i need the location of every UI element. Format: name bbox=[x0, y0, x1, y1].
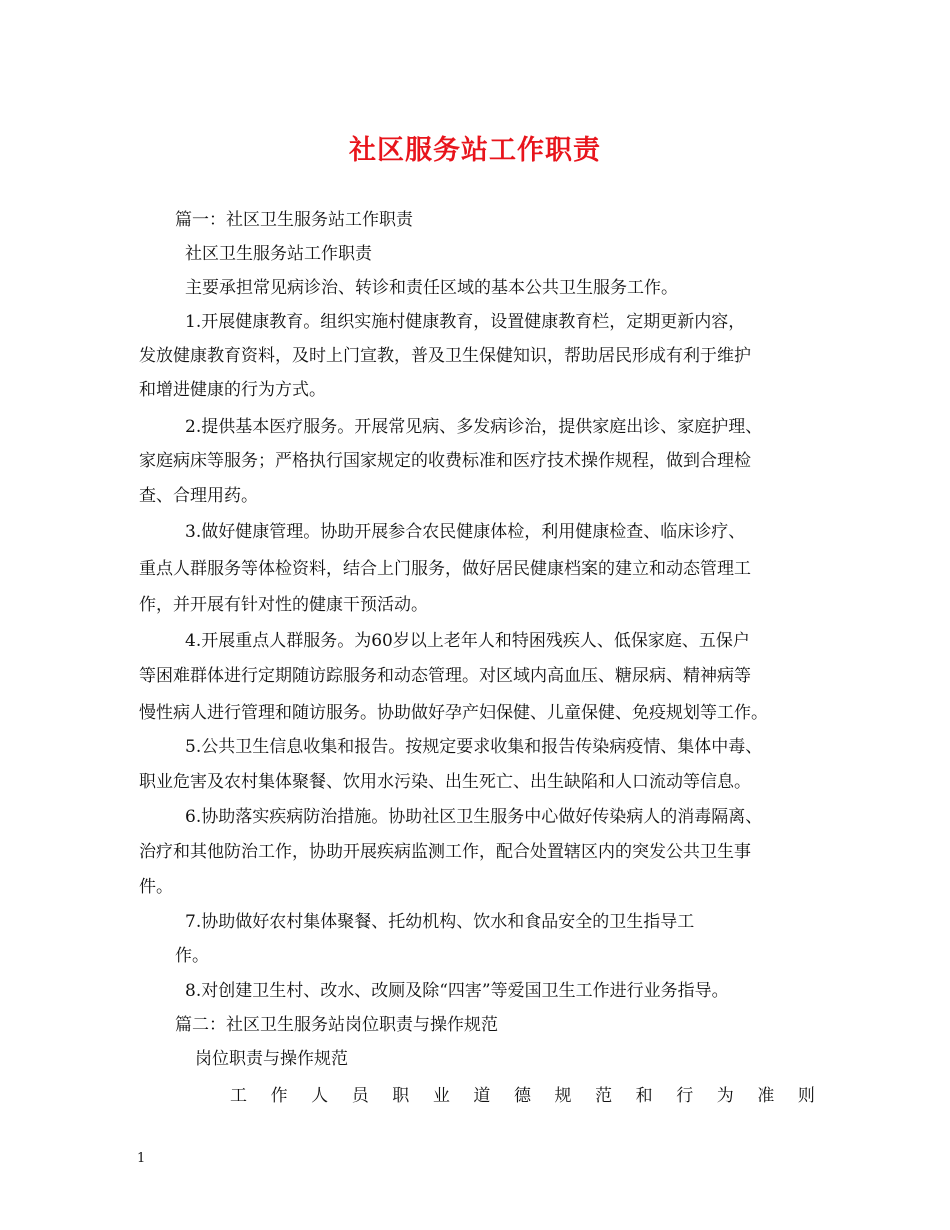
page-number: 1 bbox=[137, 1151, 146, 1166]
spread-char: 则 bbox=[797, 1086, 815, 1106]
spread-char: 作 bbox=[270, 1086, 288, 1106]
paragraph-line: 重点人群服务等体检资料，结合上门服务，做好居民健康档案的建立和动态管理工 bbox=[139, 559, 751, 579]
spread-char: 道 bbox=[473, 1086, 491, 1106]
paragraph-line: 5.公共卫生信息收集和报告。按规定要求收集和报告传染病疫情、集体中毒、 bbox=[185, 737, 763, 757]
paragraph-line: 8.对创建卫生村、改水、改厕及除“四害”等爱国卫生工作进行业务指导。 bbox=[185, 981, 729, 1001]
subheading-2: 岗位职责与操作规范 bbox=[195, 1049, 348, 1069]
paragraph-line: 发放健康教育资料，及时上门宣教，普及卫生保健知识，帮助居民形成有利于维护 bbox=[139, 346, 751, 366]
paragraph-line: 1.开展健康教育。组织实施村健康教育，设置健康教育栏，定期更新内容， bbox=[185, 312, 746, 332]
paragraph-line: 和增进健康的行为方式。 bbox=[139, 380, 326, 400]
paragraph-line: 3.做好健康管理。协助开展参合农民健康体检，利用健康检查、临床诊疗、 bbox=[185, 522, 746, 542]
subheading-1: 社区卫生服务站工作职责 bbox=[185, 244, 372, 264]
paragraph-line: 7.协助做好农村集体聚餐、托幼机构、饮水和食品安全的卫生指导工 bbox=[185, 912, 695, 932]
spread-heading bbox=[230, 1085, 815, 1107]
spread-char: 为 bbox=[716, 1086, 734, 1106]
paragraph-line: 作，并开展有针对性的健康干预活动。 bbox=[139, 595, 428, 615]
paragraph-line: 职业危害及农村集体聚餐、饮用水污染、出生死亡、出生缺陷和人口流动等信息。 bbox=[139, 772, 751, 792]
spread-char: 业 bbox=[432, 1086, 450, 1106]
section-heading-1: 篇一：社区卫生服务站工作职责 bbox=[175, 210, 413, 230]
paragraph-line: 查、合理用药。 bbox=[139, 486, 258, 506]
paragraph-line: 4.开展重点人群服务。为60岁以上老年人和特困残疾人、低保家庭、五保户 bbox=[185, 631, 750, 651]
spread-char: 准 bbox=[757, 1086, 775, 1106]
paragraph-line: 6.协助落实疾病防治措施。协助社区卫生服务中心做好传染病人的消毒隔离、 bbox=[185, 807, 763, 827]
spread-char: 德 bbox=[513, 1086, 531, 1106]
spread-char: 和 bbox=[635, 1086, 653, 1106]
paragraph-line: 家庭病床等服务；严格执行国家规定的收费标准和医疗技术操作规程，做到合理检 bbox=[139, 451, 751, 471]
spread-char: 员 bbox=[351, 1086, 369, 1106]
spread-char: 职 bbox=[392, 1086, 410, 1106]
paragraph-line: 作。 bbox=[175, 946, 209, 966]
spread-char: 工 bbox=[230, 1086, 247, 1106]
spread-char: 范 bbox=[595, 1086, 613, 1106]
paragraph-line: 主要承担常见病诊治、转诊和责任区域的基本公共卫生服务工作。 bbox=[185, 278, 678, 298]
spread-char: 行 bbox=[676, 1086, 694, 1106]
paragraph-line: 2.提供基本医疗服务。开展常见病、多发病诊治，提供家庭出诊、家庭护理、 bbox=[185, 417, 763, 437]
paragraph-line: 治疗和其他防治工作，协助开展疾病监测工作，配合处置辖区内的突发公共卫生事 bbox=[139, 842, 751, 862]
spread-char: 人 bbox=[311, 1086, 329, 1106]
document-title: 社区服务站工作职责 bbox=[349, 135, 601, 166]
paragraph-line: 件。 bbox=[139, 877, 173, 897]
paragraph-line: 等困难群体进行定期随访踪服务和动态管理。对区域内高血压、糖尿病、精神病等 bbox=[139, 666, 751, 686]
spread-char: 规 bbox=[554, 1086, 572, 1106]
paragraph-line: 慢性病人进行管理和随访服务。协助做好孕产妇保健、儿童保健、免疫规划等工作。 bbox=[139, 703, 768, 723]
section-heading-2: 篇二：社区卫生服务站岗位职责与操作规范 bbox=[175, 1015, 498, 1035]
